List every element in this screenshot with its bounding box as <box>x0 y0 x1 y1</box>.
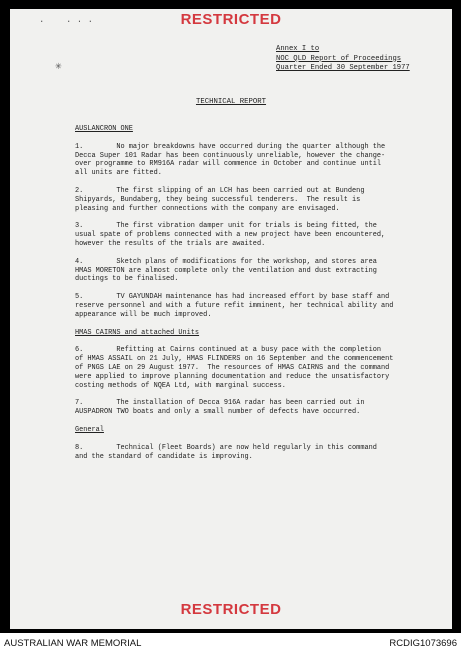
section-heading: AUSLANCRON ONE <box>75 125 133 133</box>
section-heading: General <box>75 425 104 434</box>
annex-reference <box>276 45 410 74</box>
staple-mark: ✳ <box>55 61 62 73</box>
section-heading: HMAS CAIRNS and attached Units <box>75 328 200 337</box>
restricted-stamp-bottom: RESTRICTED <box>180 601 282 618</box>
paragraph: 3. The first vibration damper unit for trials is being fitted, the usual spate of problems connected with a new project have been encountered, however the results of the trials are awaited. <box>75 222 386 248</box>
record-id: RCDIG1073696 <box>389 638 457 649</box>
restricted-stamp-top: RESTRICTED <box>180 11 282 28</box>
annex-line-3: Quarter Ended 30 September 1977 <box>276 64 410 73</box>
archive-name: AUSTRALIAN WAR MEMORIAL <box>4 638 142 649</box>
annex-line-2: NOC QLD Report of Proceedings <box>276 54 402 63</box>
paragraph: 4. Sketch plans of modifications for the workshop, and stores area HMAS MORETON are almost complete only the ventilation and dust extracting ductings to be finalised. <box>75 257 377 284</box>
paragraph: 8. Technical (Fleet Boards) are now held regularly in this command and the standard of candidate is improving. <box>75 443 377 461</box>
paragraph: 1. No major breakdowns have occurred during the quarter although the Decca Super 101 Radar has been continuously unreliable, however the change- over programme to RM916A radar will commence in October and continue until all units are fitted. <box>75 142 386 178</box>
punch-mark: · · · · <box>39 17 94 27</box>
archive-footer <box>0 633 461 653</box>
paragraph: 6. Refitting at Cairns continued at a busy pace with the completion of HMAS ASSAIL on 21 July, HMAS FLINDERS on 16 September and the commencement of PNGS LAE on 29 August 1977. The resources of HMAS CAIRNS and the command were applied to improve planning documentation and reduce the unsatisfactory costing methods of NQEA Ltd, with marginal success. <box>75 346 394 390</box>
annex-line-1: Annex I to <box>276 45 320 53</box>
paragraph: 2. The first slipping of an LCH has been carried out at Bundeng Shipyards, Bundaberg, they being successful tenderers. The result is pleasing and further connections with the company are envisaged. <box>75 186 365 213</box>
report-body <box>75 125 420 470</box>
document-page <box>10 9 452 629</box>
report-title: TECHNICAL REPORT <box>195 98 267 106</box>
paragraph: 5. TV GAYUNDAH maintenance has had increased effort by base staff and reserve personnel and with a future refit imminent, her technical ability and appearance will be much improved. <box>75 293 394 319</box>
paragraph: 7. The installation of Decca 916A radar has been carried out in AUSPADRON TWO boats and only a small number of defects have occurred. <box>75 399 365 417</box>
